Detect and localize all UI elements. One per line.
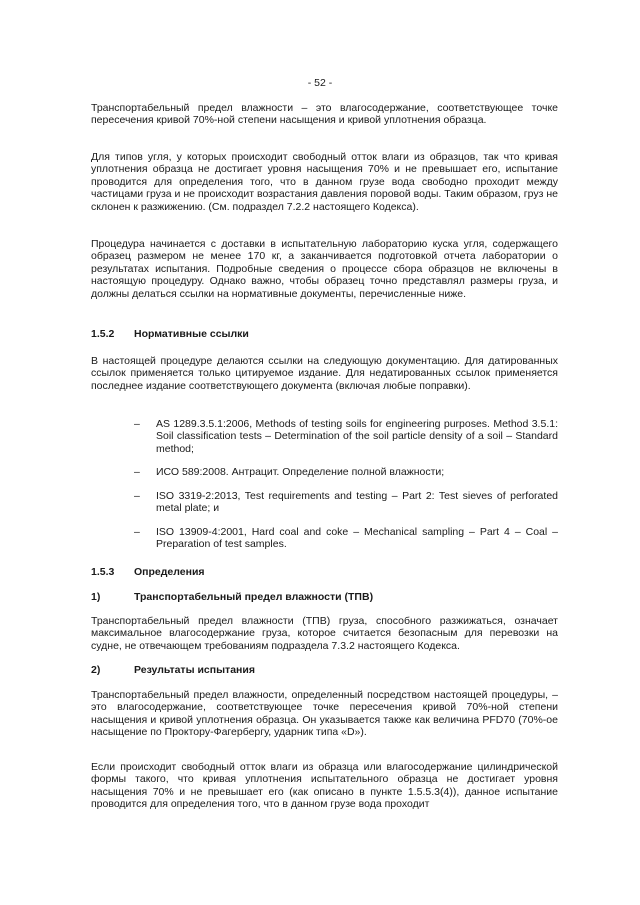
paragraph-test-results: Транспортабельный предел влажности, определенный посредством настоящей процедуры, – это влагосодержание, соответствующее точке пересечения кривой 70%-ной степени насыщения и кривой уплотнения образца. Он указывается также как величина PFD70 (70%-ое насыщение по Проктору-Фагербергу, ударник типа «D»). bbox=[91, 689, 558, 739]
paragraph-tpv-intro: Транспортабельный предел влажности – это влагосодержание, соответствующее точке пересечения кривой 70%-ной степени насыщения и кривой уплотнения образца. bbox=[91, 102, 558, 127]
page-number: - 52 - bbox=[307, 77, 333, 89]
paragraph-references-intro: В настоящей процедуре делаются ссылки на следующую документацию. Для датированных ссылок применяется только цитируемое издание. Для недатированных ссылок применяется последнее издание соответствующего документа (включая любые поправки). bbox=[91, 355, 558, 392]
paragraph-coal-types: Для типов угля, у которых происходит свободный отток влаги из образцов, так что кривая уплотнения образца не достигает уровня насыщения 70% и не превышает его, испытание проводится для определения того, что в данном грузе вода свободно проходит между частицами груза и не происходит возрастания давления поровой воды. Таким образом, груз не склонен к разжижению. (См. подраздел 7.2.2 настоящего Кодекса). bbox=[91, 151, 558, 213]
list-dash: – bbox=[134, 526, 140, 538]
reference-item-3: ISO 3319-2:2013, Test requirements and testing – Part 2: Test sieves of perforated metal plate; и bbox=[156, 490, 558, 515]
section-number-1-5-3: 1.5.3 bbox=[91, 566, 115, 578]
list-dash: – bbox=[134, 490, 140, 502]
definition-number-2: 2) bbox=[91, 664, 101, 676]
section-title-normative-references: Нормативные ссылки bbox=[134, 328, 249, 340]
definition-number-1: 1) bbox=[91, 591, 101, 603]
definition-title-test-results: Результаты испытания bbox=[134, 664, 255, 676]
section-number-1-5-2: 1.5.2 bbox=[91, 328, 115, 340]
paragraph-free-drainage: Если происходит свободный отток влаги из образца или влагосодержание цилиндрической формы такого, что кривая уплотнения испытательного образца не достигает уровня насыщения 70% и не превышает его (как описано в пункте 1.5.5.3(4)), данное испытание проводится для определения того, что в данном грузе вода проходит bbox=[91, 761, 558, 811]
paragraph-tpv-definition: Транспортабельный предел влажности (ТПВ) груза, способного разжижаться, означает максимальное влагосодержание груза, которое считается безопасным для перевозки на судне, не отвечающем требованиям подраздела 7.3.2 настоящего Кодекса. bbox=[91, 615, 558, 652]
reference-item-1: AS 1289.3.5.1:2006, Methods of testing soils for engineering purposes. Method 3.5.1: Soil classification tests – Determination of the soil particle density of a soil – Standard method; bbox=[156, 418, 558, 455]
definition-title-tpv: Транспортабельный предел влажности (ТПВ) bbox=[134, 591, 374, 603]
reference-item-2: ИСО 589:2008. Антрацит. Определение полной влажности; bbox=[156, 466, 445, 478]
list-dash: – bbox=[134, 418, 140, 430]
section-title-definitions: Определения bbox=[134, 566, 205, 578]
list-dash: – bbox=[134, 466, 140, 478]
paragraph-procedure: Процедура начинается с доставки в испытательную лабораторию куска угля, содержащего образец размером не менее 170 кг, а заканчивается подготовкой отчета лаборатории о результатах испытания. Подробные сведения о процессе сбора образцов не включены в настоящую процедуру. Однако важно, чтобы образец точно представлял размеры груза, и должны делаться ссылки на нормативные документы, перечисленные ниже. bbox=[91, 238, 558, 300]
reference-item-4: ISO 13909-4:2001, Hard coal and coke – Mechanical sampling – Part 4 – Coal – Preparation of test samples. bbox=[156, 526, 558, 551]
